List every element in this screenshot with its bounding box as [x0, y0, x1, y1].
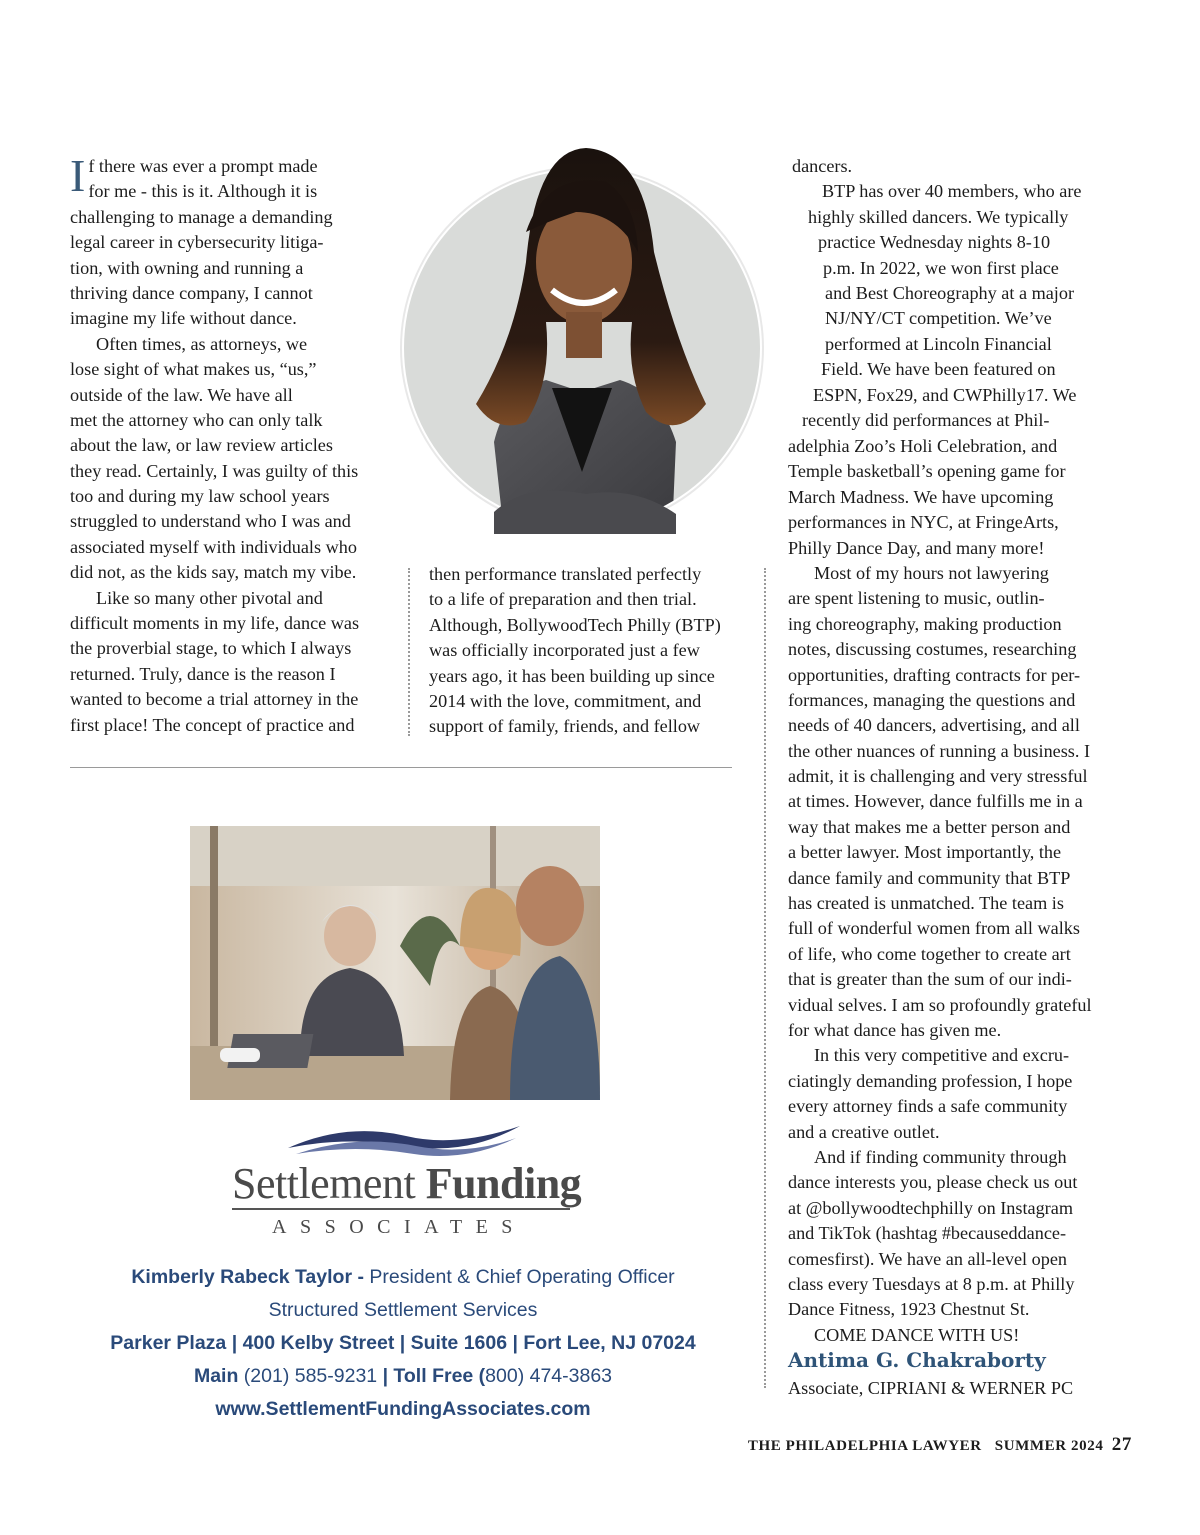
- text-line: was officially incorporated just a few: [429, 640, 700, 661]
- text-line: recently did performances at Phil-: [802, 409, 1050, 430]
- text-line: ing choreography, making production: [788, 613, 1062, 634]
- text-line: returned. Truly, dance is the reason I: [70, 663, 336, 684]
- ad-contact-name: [70, 1266, 736, 1289]
- text-line: then performance translated perfectly: [429, 564, 702, 584]
- logo-rule: [232, 1208, 570, 1210]
- ad-address: Parker Plaza | 400 Kelby Street | Suite 1606 | Fort Lee, NJ 07024: [110, 1332, 696, 1354]
- text-line: about the law, or law review articles: [70, 435, 333, 456]
- text-line: opportunities, drafting contracts for per-: [788, 664, 1081, 685]
- text-line: has created is unmatched. The team is: [788, 893, 1064, 914]
- text-line: associated myself with individuals who: [70, 536, 357, 557]
- drop-cap: I: [70, 150, 86, 201]
- text-line: adelphia Zoo’s Holi Celebration, and: [788, 436, 1058, 456]
- toll-label: | Toll Free (: [382, 1365, 486, 1387]
- text-line: to a life of preparation and then trial.: [429, 589, 697, 610]
- text-line: COME DANCE WITH US!: [814, 1324, 1020, 1345]
- text-line: dance interests you, please check us out: [788, 1172, 1078, 1193]
- ad-phones: [70, 1365, 736, 1388]
- text-line: tion, with owning and running a: [70, 257, 304, 278]
- text-line: Field. We have been featured on: [821, 359, 1056, 380]
- text-line: 2014 with the love, commitment, and: [429, 690, 702, 711]
- article-column-3: [788, 434, 1118, 1348]
- text-line: way that makes me a better person and: [788, 816, 1071, 837]
- text-line: are spent listening to music, outlin-: [788, 588, 1045, 609]
- article-column-3-wrap: [788, 154, 1118, 433]
- author-affiliation: Associate, CIPRIANI & WERNER PC: [788, 1378, 1074, 1398]
- text-line: dance family and community that BTP: [788, 867, 1071, 888]
- text-line: lose sight of what makes us, “us,”: [70, 359, 317, 380]
- text-line: highly skilled dancers. We typically: [808, 206, 1069, 227]
- text-line: that is greater than the sum of our indi-: [788, 969, 1072, 990]
- text-line: notes, discussing costumes, researching: [788, 639, 1077, 660]
- text-line: at @bollywoodtechphilly on Instagram: [788, 1197, 1073, 1218]
- text-line: In this very competitive and excru-: [814, 1045, 1070, 1066]
- text-line: admit, it is challenging and very stressful: [788, 766, 1088, 787]
- article-column-2: [429, 562, 749, 740]
- text-line: and TikTok (hashtag #becauseddance-: [788, 1223, 1067, 1244]
- ad-photo: [190, 826, 600, 1100]
- text-line: p.m. In 2022, we won first place: [823, 257, 1059, 278]
- logo-subtitle: ASSOCIATES: [272, 1216, 526, 1238]
- text-line: the other nuances of running a business. I: [788, 740, 1091, 761]
- page-number: 27: [1111, 1434, 1132, 1455]
- column-divider: [764, 568, 766, 1388]
- page-footer: [748, 1434, 1132, 1456]
- text-line: dancers.: [792, 156, 853, 176]
- main-label: Main: [193, 1365, 239, 1387]
- text-line: imagine my life without dance.: [70, 308, 297, 329]
- text-line: challenging to manage a demanding: [70, 206, 333, 227]
- text-line: Although, BollywoodTech Philly (BTP): [429, 614, 721, 635]
- text-line: of life, who come together to create art: [788, 943, 1071, 964]
- text-line: thriving dance company, I cannot: [70, 282, 313, 303]
- text-line: full of wonderful women from all walks: [788, 918, 1080, 939]
- issue-label: SUMMER 2024: [994, 1438, 1104, 1454]
- text-line: years ago, it has been building up since: [429, 665, 715, 686]
- text-line: did not, as the kids say, match my vibe.: [70, 562, 357, 583]
- author-name: Antima G. Chakraborty: [788, 1348, 1046, 1372]
- article-column-1: [70, 150, 390, 738]
- text-line: f there was ever a prompt made: [88, 156, 318, 176]
- text-line: Dance Fitness, 1923 Chestnut St.: [788, 1299, 1030, 1320]
- text-line: first place! The concept of practice and: [70, 714, 355, 735]
- text-line: too and during my law school years: [70, 486, 330, 507]
- ad-services: Structured Settlement Services: [268, 1299, 538, 1321]
- author-portrait: [376, 142, 788, 534]
- ad-website-link[interactable]: www.SettlementFundingAssociates.com: [215, 1398, 591, 1420]
- text-line: BTP has over 40 members, who are: [822, 181, 1082, 202]
- text-line: comesfirst). We have an all-level open: [788, 1248, 1067, 1269]
- text-line: outside of the law. We have all: [70, 384, 293, 405]
- section-divider: [70, 767, 732, 768]
- column-divider: [408, 568, 410, 736]
- text-line: practice Wednesday nights 8-10: [818, 232, 1051, 253]
- text-line: formances, managing the questions and: [788, 689, 1076, 710]
- text-line: and Best Choreography at a major: [825, 282, 1074, 303]
- text-line: Philly Dance Day, and many more!: [788, 537, 1045, 558]
- contact-role: President & Chief Operating Officer: [363, 1266, 675, 1288]
- text-line: difficult moments in my life, dance was: [70, 613, 360, 634]
- text-line: class every Tuesdays at 8 p.m. at Philly: [788, 1273, 1075, 1294]
- logo-wave-icon: [286, 1118, 522, 1160]
- contact-name: Kimberly Rabeck Taylor -: [131, 1266, 364, 1288]
- text-line: And if finding community through: [814, 1146, 1067, 1167]
- toll-phone: 800) 474-3863: [485, 1365, 613, 1387]
- text-line: performed at Lincoln Financial: [825, 333, 1052, 354]
- text-line: at times. However, dance fulfills me in a: [788, 791, 1083, 812]
- text-line: Like so many other pivotal and: [96, 587, 323, 608]
- text-line: every attorney finds a safe community: [788, 1096, 1068, 1117]
- text-line: NJ/NY/CT competition. We’ve: [825, 308, 1052, 329]
- text-line: ESPN, Fox29, and CWPhilly17. We: [813, 384, 1077, 405]
- logo-word-1: Settlement: [232, 1159, 416, 1208]
- text-line: Temple basketball’s opening game for: [788, 461, 1066, 482]
- logo-word-2: Funding: [425, 1159, 582, 1208]
- text-line: needs of 40 dancers, advertising, and all: [788, 715, 1080, 736]
- text-line: met the attorney who can only talk: [70, 409, 323, 430]
- text-line: they read. Certainly, I was guilty of this: [70, 460, 359, 481]
- text-line: for me - this is it. Although it is: [88, 181, 318, 202]
- text-line: wanted to become a trial attorney in the: [70, 689, 359, 710]
- text-line: support of family, friends, and fellow: [429, 716, 701, 737]
- text-line: performances in NYC, at FringeArts,: [788, 512, 1059, 533]
- text-line: Often times, as attorneys, we: [96, 333, 308, 354]
- logo-wordmark: [232, 1158, 581, 1209]
- text-line: Most of my hours not lawyering: [814, 562, 1049, 583]
- text-line: ciatingly demanding profession, I hope: [788, 1070, 1073, 1091]
- text-line: March Madness. We have upcoming: [788, 486, 1054, 507]
- text-line: the proverbial stage, to which I always: [70, 638, 352, 659]
- text-line: a better lawyer. Most importantly, the: [788, 842, 1062, 863]
- text-line: legal career in cybersecurity litiga-: [70, 232, 324, 253]
- publication-name: THE PHILADELPHIA LAWYER: [747, 1438, 982, 1454]
- text-line: struggled to understand who I was and: [70, 511, 351, 532]
- text-line: vidual selves. I am so profoundly grateful: [788, 994, 1092, 1015]
- text-line: and a creative outlet.: [788, 1121, 940, 1142]
- text-line: for what dance has given me.: [788, 1019, 1002, 1040]
- main-phone: (201) 585-9231: [238, 1365, 383, 1387]
